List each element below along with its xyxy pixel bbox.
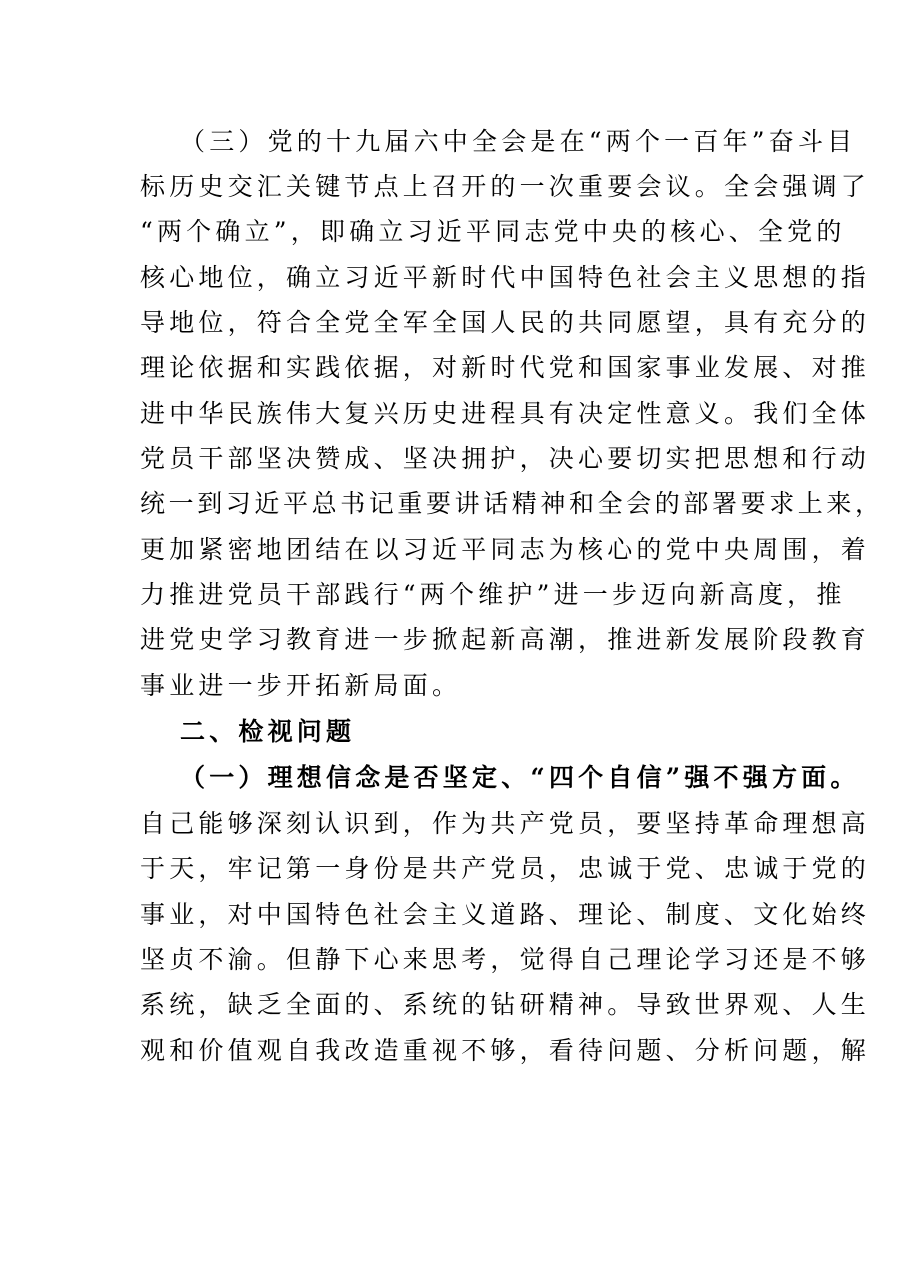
paragraph-1-line-8: 党员干部坚决赞成、坚决拥护，决心要切实把思想和行动 xyxy=(140,444,871,473)
paragraph-1-line-3: “两个确立”，即确立习近平同志党中央的核心、全党的 xyxy=(140,217,846,246)
paragraph-1-line-4: 核心地位，确立习近平新时代中国特色社会主义思想的指 xyxy=(140,263,871,292)
paragraph-1-line-1: （三）党的十九届六中全会是在“两个一百年”奋斗目 xyxy=(180,127,857,156)
paragraph-1-line-9: 统一到习近平总书记重要讲话精神和全会的部署要求上来， xyxy=(140,489,884,518)
paragraph-2-line-6: 观和价值观自我改造重视不够，看待问题、分析问题，解 xyxy=(140,1036,871,1065)
paragraph-2-line-2: 于天，牢记第一身份是共产党员，忠诚于党、忠诚于党的 xyxy=(140,854,871,883)
paragraph-1-line-5: 导地位，符合全党全军全国人民的共同愿望，具有充分的 xyxy=(140,308,871,337)
paragraph-1-line-13: 事业进一步开拓新局面。 xyxy=(140,671,462,700)
paragraph-1-line-10: 更加紧密地团结在以习近平同志为核心的党中央周围，着 xyxy=(140,535,871,564)
paragraph-2-line-1: 自己能够深刻认识到，作为共产党员，要坚持革命理想高 xyxy=(140,809,871,838)
paragraph-1-line-12: 进党史学习教育进一步掀起新高潮，推进新发展阶段教育 xyxy=(140,625,871,654)
paragraph-1-line-2: 标历史交汇关键节点上召开的一次重要会议。全会强调了 xyxy=(140,172,871,201)
section-heading: 二、检视问题 xyxy=(180,717,356,746)
paragraph-2-line-4: 坚贞不渝。但静下心来思考，觉得自己理论学习还是不够 xyxy=(140,945,871,974)
paragraph-1-line-11: 力推进党员干部践行“两个维护”进一步迈向新高度，推 xyxy=(140,580,846,609)
subsection-heading: （一）理想信念是否坚定、“四个自信”强不强方面。 xyxy=(180,763,860,792)
paragraph-1-line-7: 进中华民族伟大复兴历史进程具有决定性意义。我们全体 xyxy=(140,399,871,428)
paragraph-2-line-5: 系统，缺乏全面的、系统的钻研精神。导致世界观、人生 xyxy=(140,990,871,1019)
paragraph-2-line-3: 事业，对中国特色社会主义道路、理论、制度、文化始终 xyxy=(140,900,871,929)
paragraph-1-line-6: 理论依据和实践依据，对新时代党和国家事业发展、对推 xyxy=(140,353,871,382)
